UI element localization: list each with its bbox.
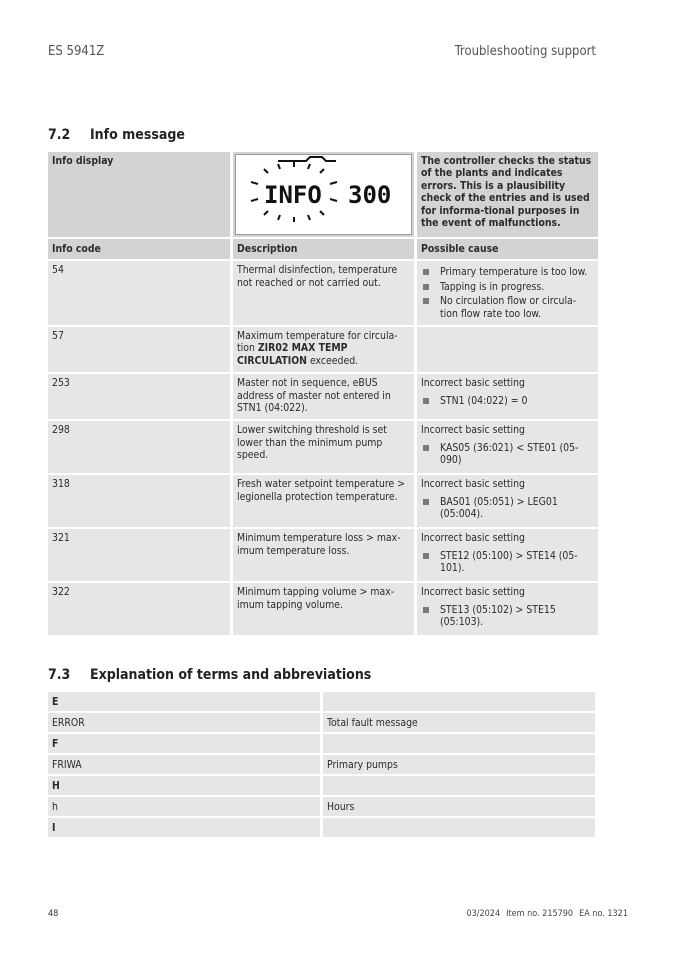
footer-info [460,909,628,919]
info-code: 57 [48,327,230,372]
cause-item: STN1 (04:022) = 0 [421,395,594,407]
lcd-display-graphic [236,155,410,234]
section-number: 7.3 [48,667,71,683]
description [233,327,414,372]
terms-table [45,690,598,839]
term-meaning [323,734,595,753]
cause-lead: Incorrect basic setting [421,478,525,491]
section-7-3-title [48,667,371,683]
section-title-text: Info message [90,127,185,143]
table-row [48,421,598,473]
info-display-label: Info display [48,152,230,237]
term-row [48,692,595,711]
description: Fresh water setpoint temperature > legionella protection temperature. [233,475,414,527]
description-parameter: ZIR02 MAX TEMP CIRCULATION [237,342,348,367]
info-display-row [48,152,598,237]
cause-item: BAS01 (05:051) > LEG01 (05:004). [421,496,594,521]
term: h [48,797,320,816]
table-row [48,327,598,372]
page-number: 48 [48,909,59,919]
footer-date: 03/2024 [466,909,501,919]
table-row [48,374,598,419]
term-row [48,776,595,795]
term-meaning: Hours [323,797,595,816]
table-row [48,261,598,325]
description: Minimum temperature loss > max-imum temperature loss. [233,529,414,581]
col-possible-cause: Possible cause [417,239,598,259]
lcd-code-text: 300 [348,181,392,209]
lcd-main-text: INFO [264,181,322,209]
description-part: Maximum temperature for circula-tion [237,330,398,355]
term: H [48,776,320,795]
cause-item: KAS05 (36:021) < STE01 (05-090) [421,442,594,467]
footer-ea: EA no. 1321 [579,909,628,919]
term: F [48,734,320,753]
possible-cause [417,261,598,325]
info-code: 298 [48,421,230,473]
term-row [48,755,595,774]
description: Lower switching threshold is set lower than the minimum pump speed. [233,421,414,473]
description: Thermal disinfection, temperature not reached or not carried out. [233,261,414,325]
term-row [48,713,595,732]
footer-item: Item no. 215790 [506,909,574,919]
info-display-note: The controller checks the status of the plants and indicates errors. This is a plausibility check of the entries and is used for informa-tional purposes in the event of malfunctions. [417,152,598,237]
possible-cause [417,583,598,635]
possible-cause [417,421,598,473]
term-meaning [323,692,595,711]
term: I [48,818,320,837]
term-meaning [323,776,595,795]
term-row [48,818,595,837]
section-7-2-title [48,127,185,143]
lcd-display [233,152,414,237]
info-code: 321 [48,529,230,581]
table-row [48,583,598,635]
description: Minimum tapping volume > max-imum tapping volume. [233,583,414,635]
term-meaning: Primary pumps [323,755,595,774]
cause-item: Tapping is in progress. [421,281,594,293]
header-section: Troubleshooting support [454,44,596,59]
cause-item: STE12 (05:100) > STE14 (05-101). [421,550,594,575]
table-row [48,475,598,527]
header-product: ES 5941Z [48,44,105,59]
section-number: 7.2 [48,127,71,143]
possible-cause [417,374,598,419]
possible-cause [417,475,598,527]
cause-lead: Incorrect basic setting [421,377,525,390]
col-description: Description [233,239,414,259]
term-meaning [323,818,595,837]
column-header-row [48,239,598,259]
cause-lead: Incorrect basic setting [421,532,525,545]
cause-item: STE13 (05:102) > STE15 (05:103). [421,604,594,629]
cause-item: Primary temperature is too low. [421,266,594,278]
term: FRIWA [48,755,320,774]
description: Master not in sequence, eBUS address of master not entered in STN1 (04:022). [233,374,414,419]
possible-cause [417,327,598,372]
cause-lead: Incorrect basic setting [421,586,525,599]
possible-cause [417,529,598,581]
term-row [48,797,595,816]
section-title-text: Explanation of terms and abbreviations [90,667,372,683]
description-part: exceeded. [307,354,359,367]
cause-item: No circulation flow or circula-tion flow rate too low. [421,295,594,320]
col-info-code: Info code [48,239,230,259]
term: E [48,692,320,711]
term-meaning: Total fault message [323,713,595,732]
term-row [48,734,595,753]
info-code: 318 [48,475,230,527]
table-row [48,529,598,581]
info-code: 54 [48,261,230,325]
info-code: 322 [48,583,230,635]
cause-lead: Incorrect basic setting [421,424,525,437]
info-code: 253 [48,374,230,419]
term: ERROR [48,713,320,732]
info-message-table [45,150,601,637]
